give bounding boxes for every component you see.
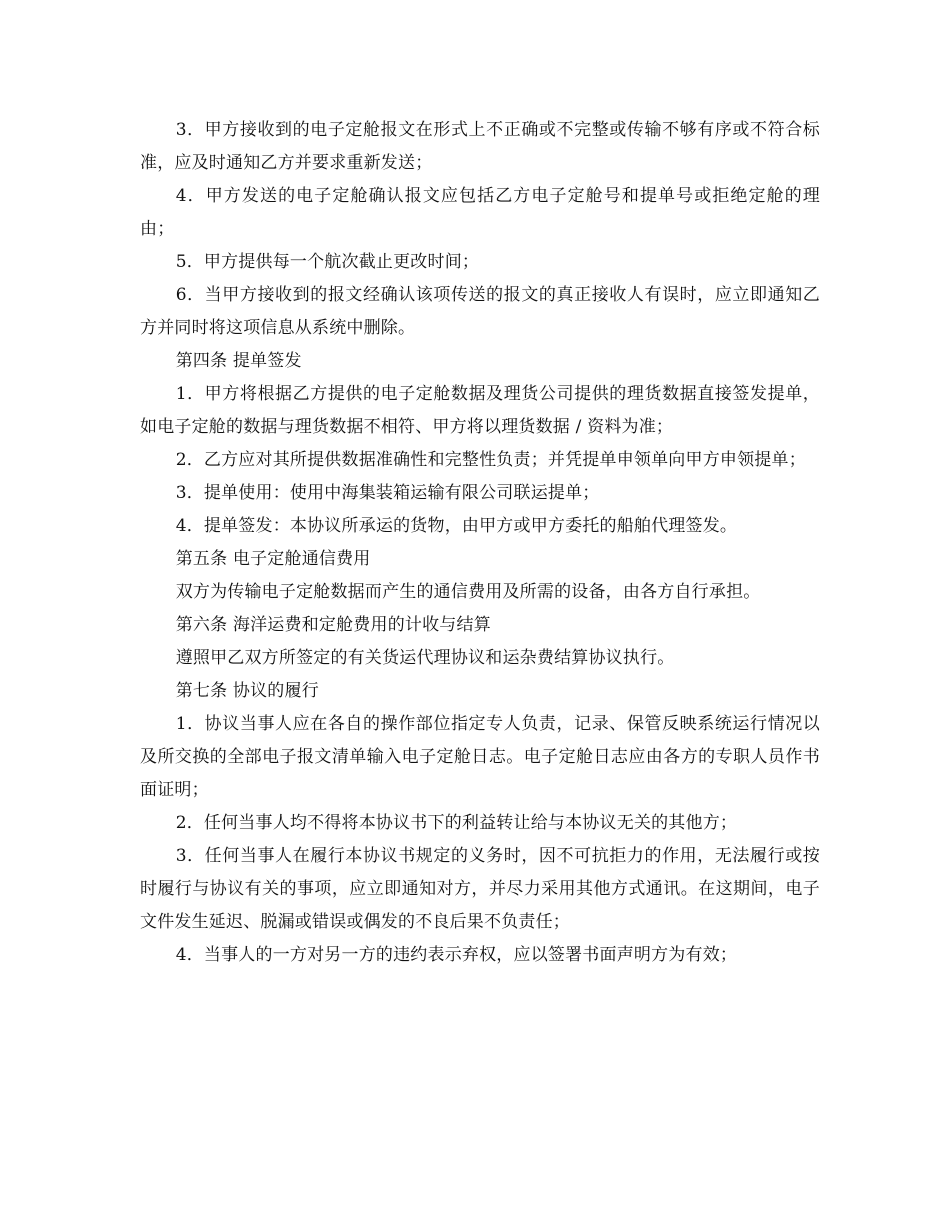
paragraph-2-no-transfer: 2．任何当事人均不得将本协议书下的利益转让给与本协议无关的其他方； (175, 813, 738, 833)
article-5-heading: 第五条 电子定舱通信费用 (175, 549, 371, 569)
paragraph-4-bill-signing: 4．提单签发：本协议所承运的货物，由甲方或甲方委托的船舶代理签发。 (175, 516, 738, 536)
paragraph-3-bill-usage: 3．提单使用：使用中海集装箱运输有限公司联运提单； (175, 483, 600, 503)
paragraph-1-bill-issuance: 1．甲方将根据乙方提供的电子定舱数据及理货公司提供的理货数据直接签发提单，如电子定舱的数据与理货数据不相符、甲方将以理货数据 / 资料为准； (140, 384, 820, 437)
paragraph-4-confirmation: 4．甲方发送的电子定舱确认报文应包括乙方电子定舱号和提单号或拒绝定舱的理由； (140, 186, 820, 239)
paragraph-2-data-accuracy: 2．乙方应对其所提供数据准确性和完整性负责；并凭提单申领单向甲方申领提单； (175, 450, 806, 470)
article-5-body: 双方为传输电子定舱数据而产生的通信费用及所需的设备，由各方自行承担。 (175, 582, 761, 602)
paragraph-4-waiver: 4．当事人的一方对另一方的违约表示弃权，应以签署书面声明方为有效； (175, 945, 738, 965)
article-6-heading: 第六条 海洋运费和定舱费用的计收与结算 (175, 615, 491, 635)
article-7-heading: 第七条 协议的履行 (175, 681, 319, 701)
paragraph-6-wrong-recipient: 6．当甲方接收到的报文经确认该项传送的报文的真正接收人有误时，应立即通知乙方并同时将这项信息从系统中删除。 (140, 285, 820, 338)
paragraph-3-format-error: 3．甲方接收到的电子定舱报文在形式上不正确或不完整或传输不够有序或不符合标准，应及时通知乙方并要求重新发送； (140, 120, 820, 173)
paragraph-5-cutoff-time: 5．甲方提供每一个航次截止更改时间； (175, 252, 480, 272)
paragraph-1-operation-log: 1．协议当事人应在各自的操作部位指定专人负责，记录、保管反映系统运行情况以及所交换的全部电子报文清单输入电子定舱日志。电子定舱日志应由各方的专职人员作书面证明； (140, 714, 820, 800)
article-6-body: 遵照甲乙双方所签定的有关货运代理协议和运杂费结算协议执行。 (175, 648, 675, 668)
document-body (140, 114, 820, 972)
article-4-heading: 第四条 提单签发 (175, 351, 302, 371)
paragraph-3-force-majeure: 3．任何当事人在履行本协议书规定的义务时，因不可抗拒力的作用，无法履行或按时履行与协议有关的事项，应立即通知对方，并尽力采用其他方式通讯。在这期间，电子文件发生延迟、脱漏或错误或偶发的不良后果不负责任； (140, 846, 820, 932)
